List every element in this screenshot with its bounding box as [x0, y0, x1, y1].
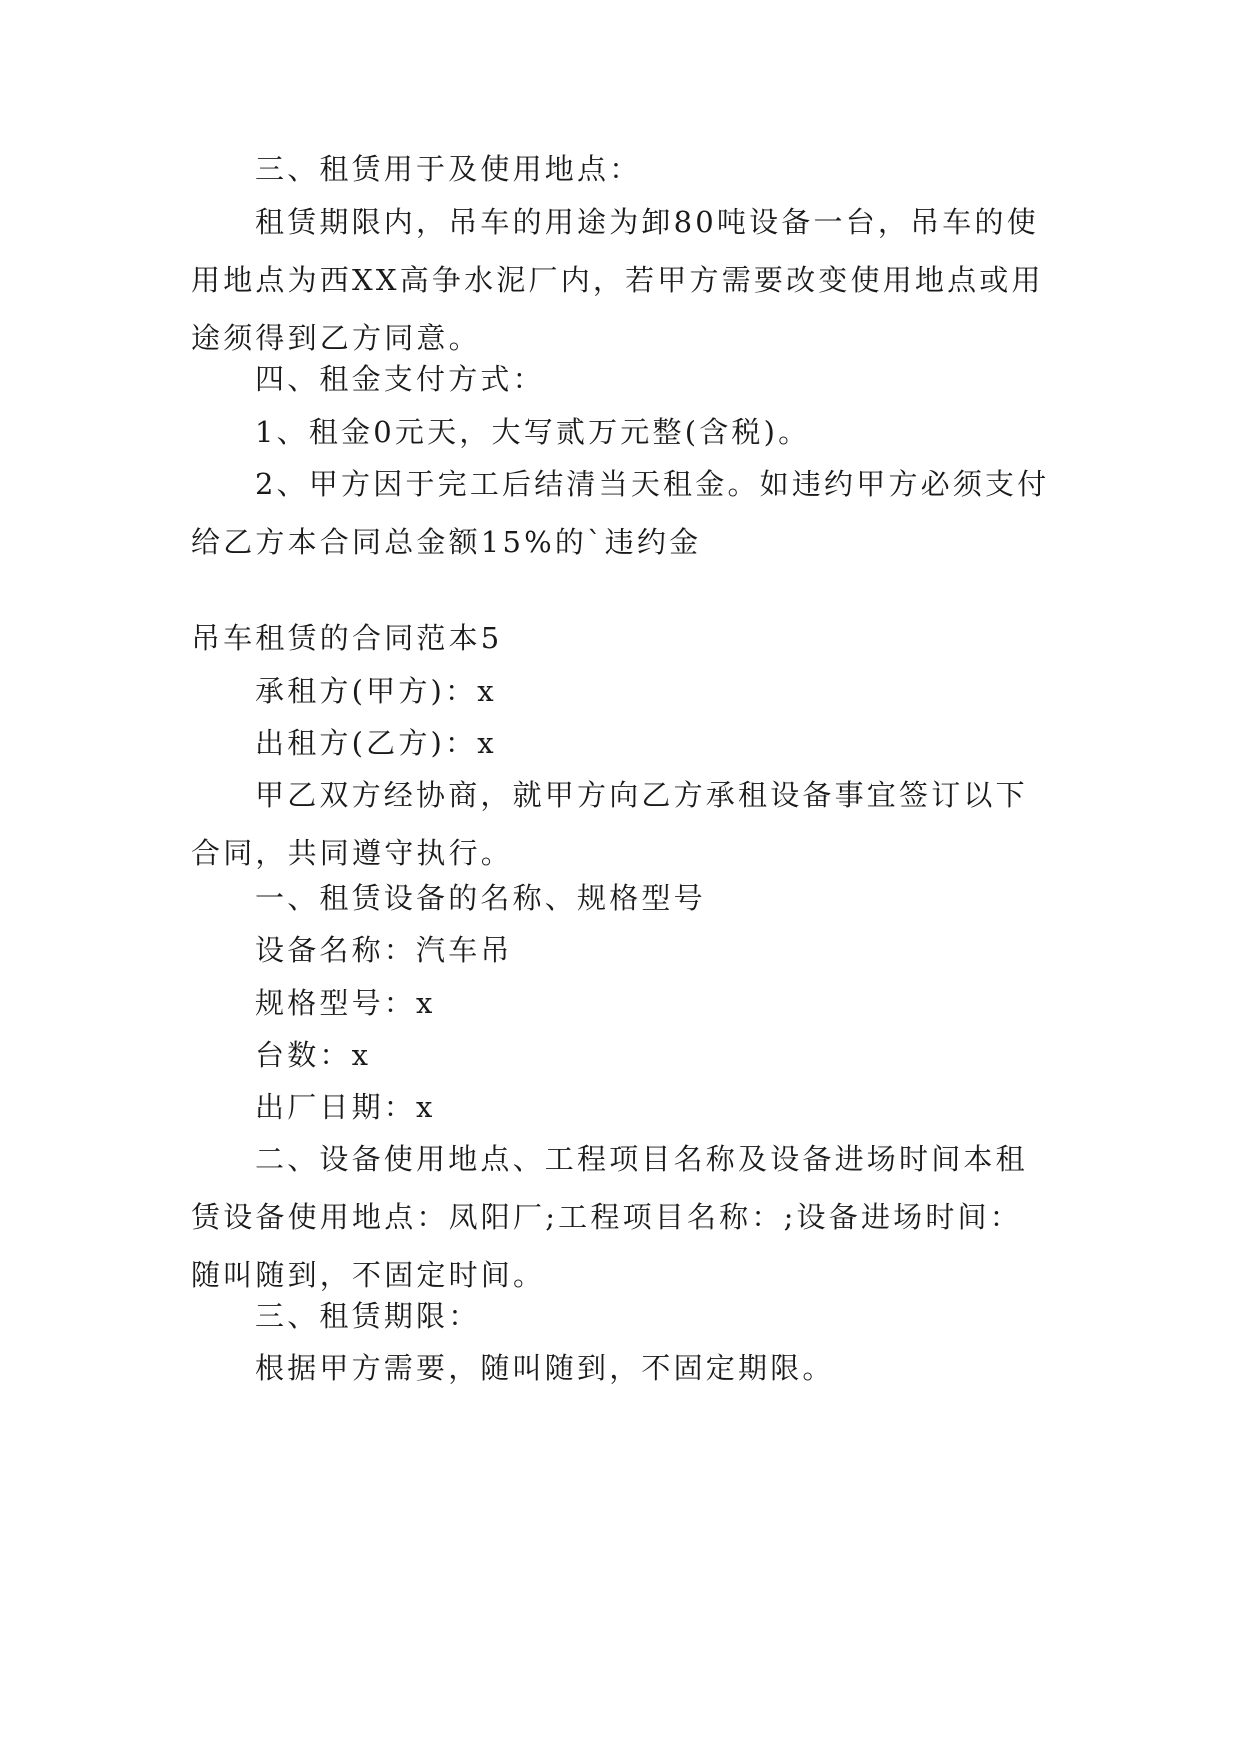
- section-1-heading: 一、租赁设备的名称、规格型号: [255, 881, 706, 915]
- paragraph-payment: 2、甲方因于完工后结清当天租金。如违约甲方必须支付给乙方本合同总金额15%的`违约金: [191, 467, 1050, 559]
- section-3-term-heading: 三、租赁期限：: [255, 1299, 481, 1333]
- equipment-model: 规格型号：x: [255, 986, 436, 1020]
- lessor-line: 出租方(乙方)：x: [255, 726, 497, 760]
- lessee-line: 承租方(甲方)：x: [255, 674, 497, 708]
- paragraph-rent-amount: 1、租金0元天，大写贰万元整(含税)。: [255, 415, 811, 449]
- equipment-name: 设备名称：汽车吊: [255, 933, 513, 967]
- section-3-heading: 三、租赁用于及使用地点：: [255, 152, 642, 186]
- manufacture-date: 出厂日期：x: [255, 1090, 436, 1124]
- section-4-heading: 四、租金支付方式：: [255, 362, 545, 396]
- paragraph-usage: 租赁期限内，吊车的用途为卸80吨设备一台，吊车的使用地点为西XX高争水泥厂内，若甲方需要改变使用地点或用途须得到乙方同意。: [191, 205, 1044, 355]
- equipment-count: 台数：x: [255, 1038, 372, 1072]
- contract-title: 吊车租赁的合同范本5: [191, 621, 503, 655]
- section-2-paragraph: 二、设备使用地点、工程项目名称及设备进场时间本租赁设备使用地点：凤阳厂;工程项目名称：;设备进场时间：随叫随到，不固定时间。: [191, 1142, 1028, 1292]
- paragraph-term: 根据甲方需要，随叫随到，不固定期限。: [255, 1351, 835, 1385]
- paragraph-agreement: 甲乙双方经协商，就甲方向乙方承租设备事宜签订以下合同，共同遵守执行。: [191, 778, 1028, 870]
